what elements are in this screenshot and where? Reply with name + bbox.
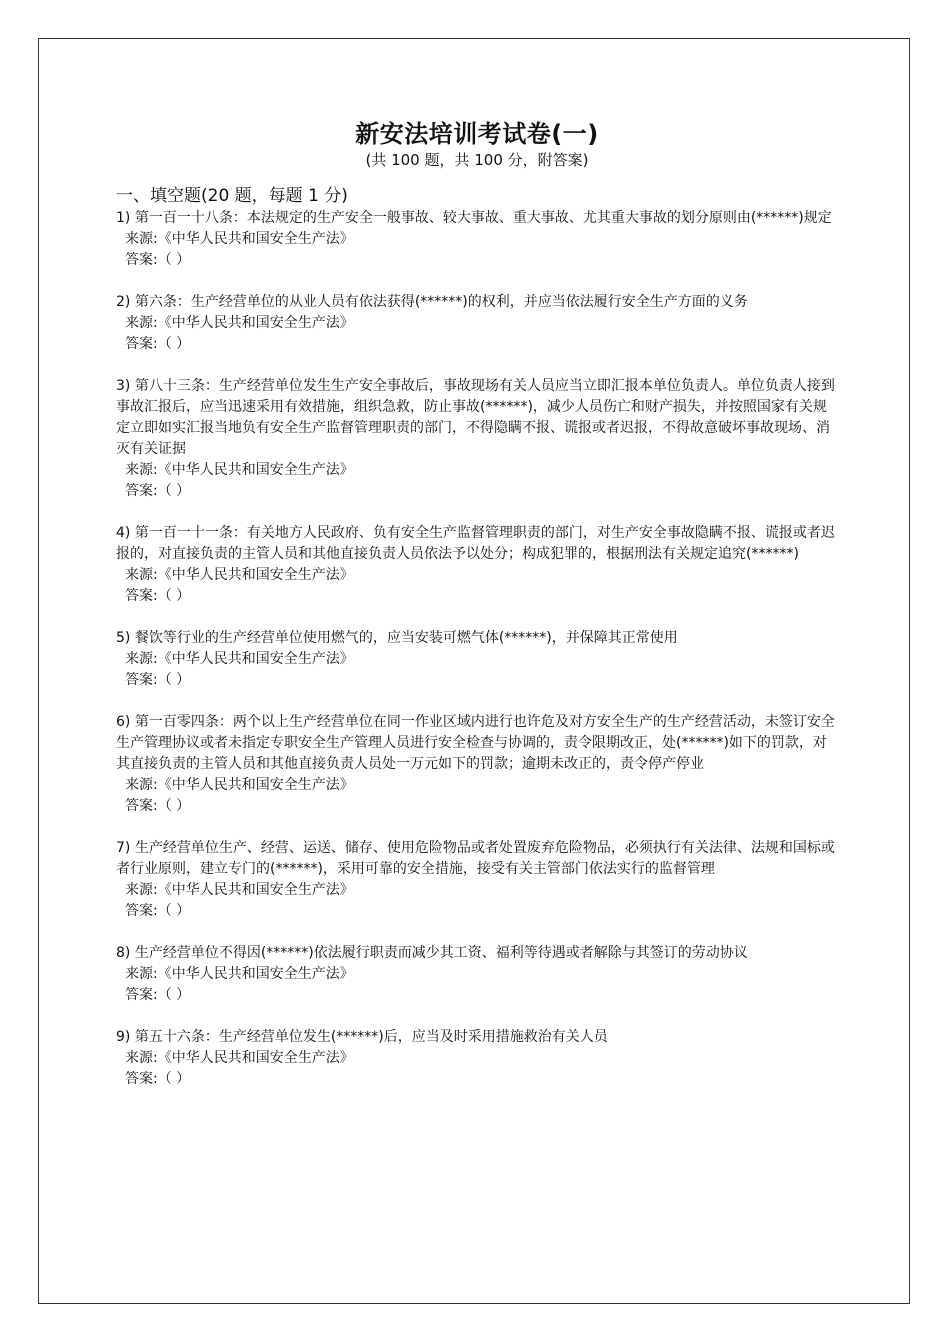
question-item xyxy=(116,523,838,607)
question-body: 第一百一十八条：本法规定的生产安全一般事故、较大事故、重大事故、尤其重大事故的划分原则由(******)规定 xyxy=(134,210,832,226)
question-item xyxy=(116,712,838,817)
question-body: 第六条：生产经营单位的从业人员有依法获得(******)的权利，并应当依法履行安全生产方面的义务 xyxy=(134,294,748,310)
answer-field[interactable]: 答案:（ ） xyxy=(125,252,191,268)
question-item xyxy=(116,292,838,355)
question-number: 6) xyxy=(116,714,131,730)
page-subtitle: (共 100 题，共 100 分，附答案) xyxy=(365,151,589,169)
page-title: 新安法培训考试卷(一) xyxy=(355,120,599,148)
question-number: 4) xyxy=(116,525,131,541)
answer-field[interactable]: 答案:（ ） xyxy=(125,336,191,352)
question-text xyxy=(116,712,838,775)
exam-document xyxy=(116,118,838,1090)
question-number: 1) xyxy=(116,210,131,226)
question-body: 第八十三条：生产经营单位发生生产安全事故后，事故现场有关人员应当立即汇报本单位负责人。单位负责人接到事故汇报后，应当迅速采用有效措施，组织急救，防止事故(******)，减少人员伤亡和财产损失，并按照国家有关规定立即如实汇报当地负有安全生产监督管理职责的部门，不得隐瞒不报、谎报或者迟报，不得故意破坏事故现场、消灭有关证据 xyxy=(116,378,835,457)
question-item xyxy=(116,943,838,1006)
question-number: 8) xyxy=(116,945,131,961)
question-item xyxy=(116,838,838,922)
question-source: 来源:《中华人民共和国安全生产法》 xyxy=(125,567,354,583)
question-number: 7) xyxy=(116,840,131,856)
answer-field[interactable]: 答案:（ ） xyxy=(125,903,191,919)
question-text xyxy=(116,943,838,964)
question-source: 来源:《中华人民共和国安全生产法》 xyxy=(125,777,354,793)
question-body: 第一百零四条：两个以上生产经营单位在同一作业区域内进行也许危及对方安全生产的生产经营活动，未签订安全生产管理协议或者未指定专职安全生产管理人员进行安全检查与协调的，责令限期改正，处(******)如下的罚款，对其直接负责的主管人员和其他直接负责人员处一万元如下的罚款；逾期未改正的，责令停产停业 xyxy=(116,714,835,772)
question-text xyxy=(116,838,838,880)
question-item xyxy=(116,1027,838,1090)
answer-field[interactable]: 答案:（ ） xyxy=(125,987,191,1003)
question-text xyxy=(116,208,838,229)
question-number: 9) xyxy=(116,1029,131,1045)
question-body: 餐饮等行业的生产经营单位使用燃气的，应当安装可燃气体(******)，并保障其正常使用 xyxy=(134,630,678,646)
question-body: 生产经营单位不得因(******)依法履行职责而减少其工资、福利等待遇或者解除与其签订的劳动协议 xyxy=(134,945,748,961)
question-body: 第五十六条：生产经营单位发生(******)后，应当及时采用措施救治有关人员 xyxy=(134,1029,608,1045)
question-source: 来源:《中华人民共和国安全生产法》 xyxy=(125,231,354,247)
question-text xyxy=(116,376,838,460)
question-text xyxy=(116,523,838,565)
section-heading: 一、填空题(20 题，每题 1 分) xyxy=(116,186,348,206)
question-number: 2) xyxy=(116,294,131,310)
answer-field[interactable]: 答案:（ ） xyxy=(125,483,191,499)
question-source: 来源:《中华人民共和国安全生产法》 xyxy=(125,462,354,478)
answer-field[interactable]: 答案:（ ） xyxy=(125,588,191,604)
answer-field[interactable]: 答案:（ ） xyxy=(125,1071,191,1087)
answer-field[interactable]: 答案:（ ） xyxy=(125,672,191,688)
question-text xyxy=(116,628,838,649)
question-number: 5) xyxy=(116,630,131,646)
question-item xyxy=(116,628,838,691)
question-source: 来源:《中华人民共和国安全生产法》 xyxy=(125,651,354,667)
question-number: 3) xyxy=(116,378,131,394)
question-text xyxy=(116,1027,838,1048)
question-source: 来源:《中华人民共和国安全生产法》 xyxy=(125,882,354,898)
question-source: 来源:《中华人民共和国安全生产法》 xyxy=(125,1050,354,1066)
question-body: 生产经营单位生产、经营、运送、储存、使用危险物品或者处置废弃危险物品，必须执行有关法律、法规和国标或者行业原则，建立专门的(******)，采用可靠的安全措施，接受有关主管部门依法实行的监督管理 xyxy=(116,840,835,877)
question-source: 来源:《中华人民共和国安全生产法》 xyxy=(125,315,354,331)
question-item xyxy=(116,376,838,502)
question-body: 第一百一十一条：有关地方人民政府、负有安全生产监督管理职责的部门，对生产安全事故隐瞒不报、谎报或者迟报的，对直接负责的主管人员和其他直接负责人员依法予以处分；构成犯罪的，根据刑法有关规定追究(******) xyxy=(116,525,835,562)
question-item xyxy=(116,208,838,271)
question-text xyxy=(116,292,838,313)
answer-field[interactable]: 答案:（ ） xyxy=(125,798,191,814)
question-source: 来源:《中华人民共和国安全生产法》 xyxy=(125,966,354,982)
